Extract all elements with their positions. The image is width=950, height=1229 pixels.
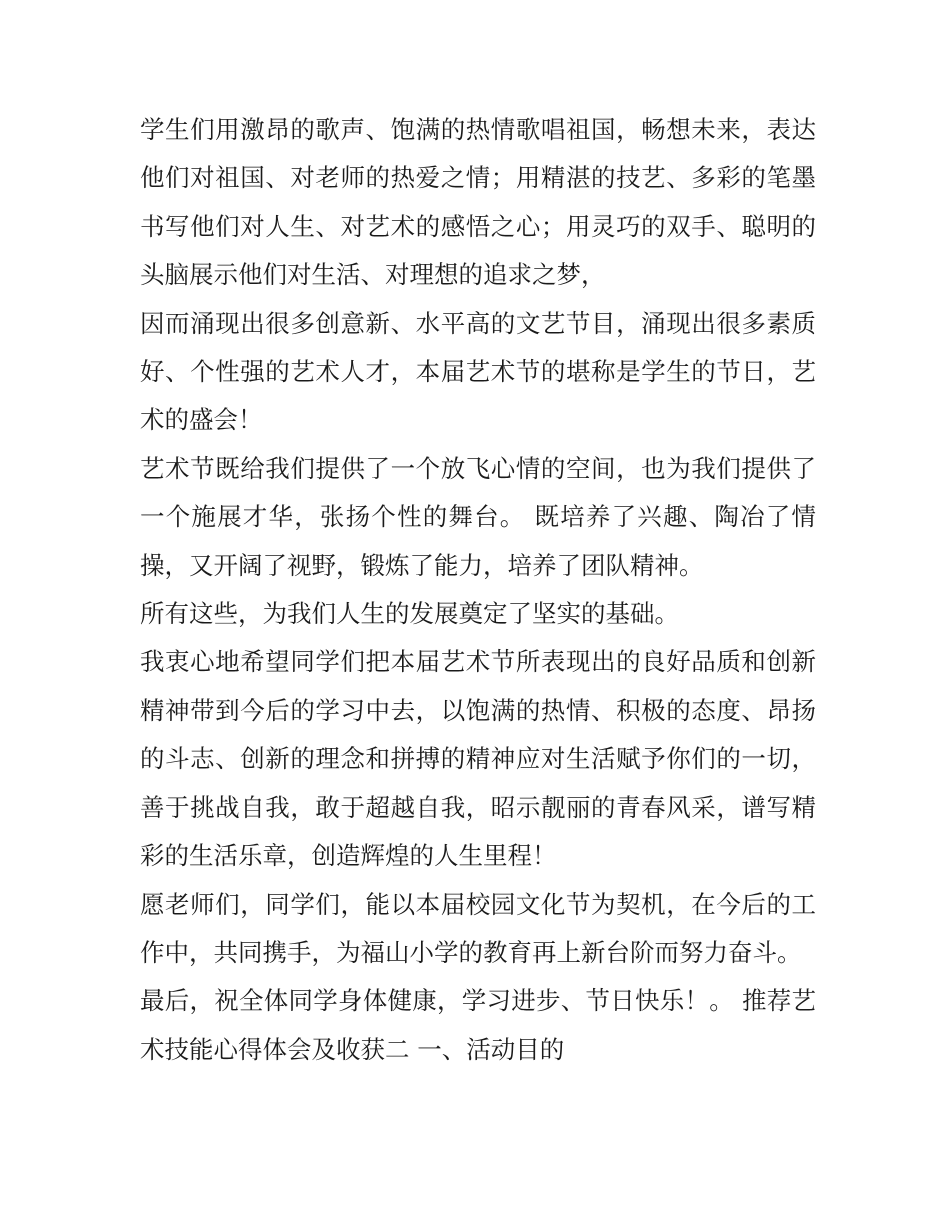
paragraph: 最后，祝全体同学身体健康，学习进步、节日快乐！。 推荐艺术技能心得体会及收获二 一、活动目的 [140,986,816,1064]
paragraph: 因而涌现出很多创意新、水平高的文艺节目，涌现出很多素质好、个性强的艺术人才，本届艺术节的堪称是学生的节日，艺术的盛会！ [140,308,816,435]
paragraph: 我衷心地希望同学们把本届艺术节所表现出的良好品质和创新精神带到今后的学习中去，以饱满的热情、积极的态度、昂扬的斗志、创新的理念和拼搏的精神应对生活赋予你们的一切，善于挑战自我，敢于超越自我，昭示靓丽的青春风采，谱写精彩的生活乐章，创造辉煌的人生里程！ [140,647,816,871]
paragraph: 愿老师们，同学们，能以本届校园文化节为契机，在今后的工作中，共同携手，为福山小学的教育再上新台阶而努力奋斗。 [140,889,816,967]
paragraph: 学生们用激昂的歌声、饱满的热情歌唱祖国，畅想未来，表达他们对祖国、对老师的热爱之情；用精湛的技艺、多彩的笔墨书写他们对人生、对艺术的感悟之心；用灵巧的双手、聪明的头脑展示他们对生活、对理想的追求之梦， [140,115,816,290]
paragraph: 所有这些，为我们人生的发展奠定了坚实的基础。 [140,599,679,629]
document-body [140,106,816,1074]
paragraph: 艺术节既给我们提供了一个放飞心情的空间，也为我们提供了一个施展才华，张扬个性的舞台。 既培养了兴趣、陶冶了情操，又开阔了视野，锻炼了能力，培养了团队精神。 [140,453,816,580]
